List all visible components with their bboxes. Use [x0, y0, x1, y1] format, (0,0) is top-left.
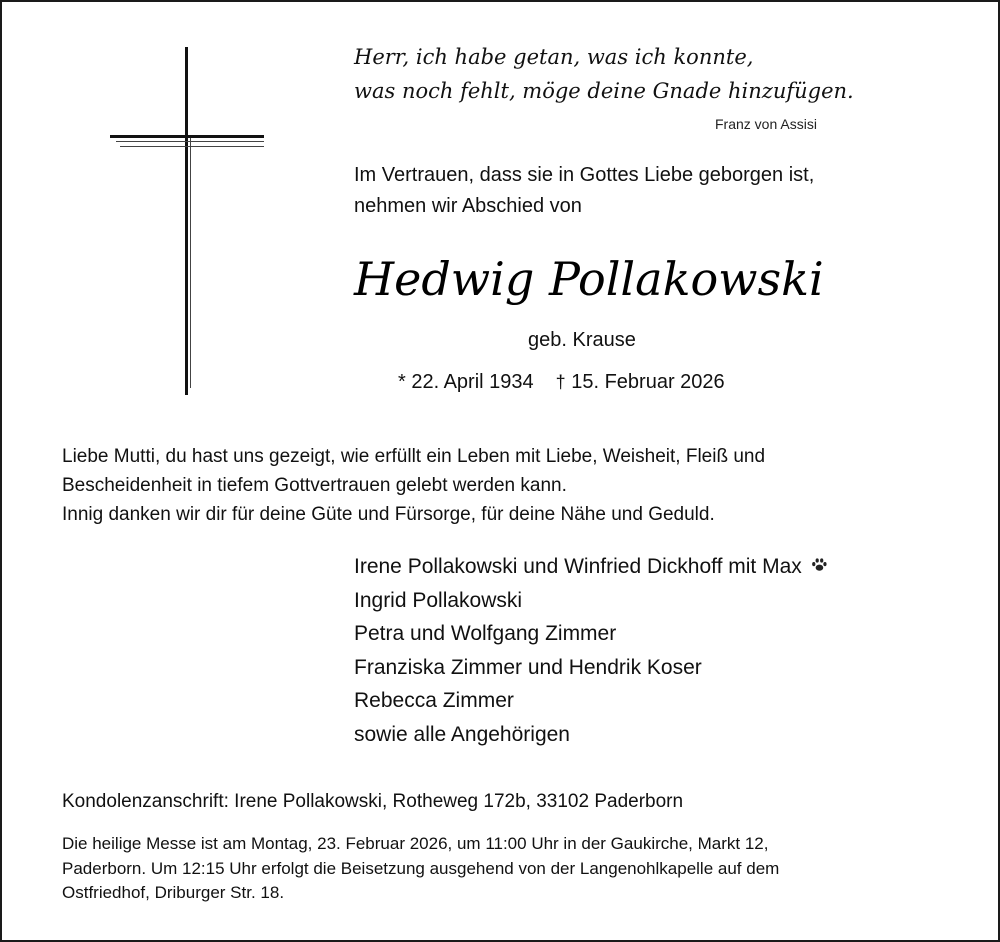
quote [354, 40, 854, 108]
mourner: sowie alle Angehörigen [354, 722, 570, 746]
mourner: Ingrid Pollakowski [354, 588, 523, 612]
cross-horizontal-shadow [116, 141, 264, 142]
birth-date: * 22. April 1934 [398, 371, 534, 393]
cross-vertical-shadow [190, 138, 191, 388]
mourner-name: Irene Pollakowski und Winfried Dickhoff mit Max [354, 555, 802, 578]
life-dates [398, 371, 725, 394]
service-line: Paderborn. Um 12:15 Uhr erfolgt die Beisetzung ausgehend von der Langenohlkapelle auf dem [62, 858, 780, 878]
mourner [354, 550, 828, 584]
service-info [62, 832, 779, 906]
quote-line: Herr, ich habe getan, was ich konnte, [354, 45, 754, 69]
mourners-list [354, 550, 828, 751]
paw-print-icon [810, 556, 828, 574]
mourner: Petra und Wolfgang Zimmer [354, 622, 617, 645]
intro-line: nehmen wir Abschied von [354, 195, 582, 217]
cross-horizontal-beam [110, 135, 264, 138]
maiden-name: geb. Krause [528, 329, 636, 351]
cross-vertical-beam [185, 47, 188, 395]
tribute-line: Liebe Mutti, du hast uns gezeigt, wie erfüllt ein Leben mit Liebe, Weisheit, Fleiß und [62, 446, 766, 467]
service-line: Die heilige Messe ist am Montag, 23. Februar 2026, um 11:00 Uhr in der Gaukirche, Markt 12, [62, 834, 769, 853]
condolence-address: Kondolenzanschrift: Irene Pollakowski, Rotheweg 172b, 33102 Paderborn [62, 791, 684, 812]
dagger-icon: † [555, 372, 566, 392]
cross-horizontal-shadow-2 [120, 146, 264, 147]
tribute-line: Innig danken wir dir für deine Güte und Fürsorge, für deine Nähe und Geduld. [62, 504, 715, 525]
deceased-name: Hedwig Pollakowski [354, 252, 824, 306]
quote-author: Franz von Assisi [715, 116, 817, 132]
tribute-text [62, 442, 765, 529]
tribute-line: Bescheidenheit in tiefem Gottvertrauen gelebt werden kann. [62, 475, 567, 496]
mourner: Franziska Zimmer und Hendrik Koser [354, 655, 702, 679]
intro-line: Im Vertrauen, dass sie in Gottes Liebe geborgen ist, [354, 164, 815, 186]
intro-text [354, 160, 814, 222]
mourner: Rebecca Zimmer [354, 689, 514, 712]
death-date: 15. Februar 2026 [571, 371, 725, 393]
service-line: Ostfriedhof, Driburger Str. 18. [62, 883, 285, 902]
quote-line: was noch fehlt, möge deine Gnade hinzufügen. [354, 79, 854, 103]
